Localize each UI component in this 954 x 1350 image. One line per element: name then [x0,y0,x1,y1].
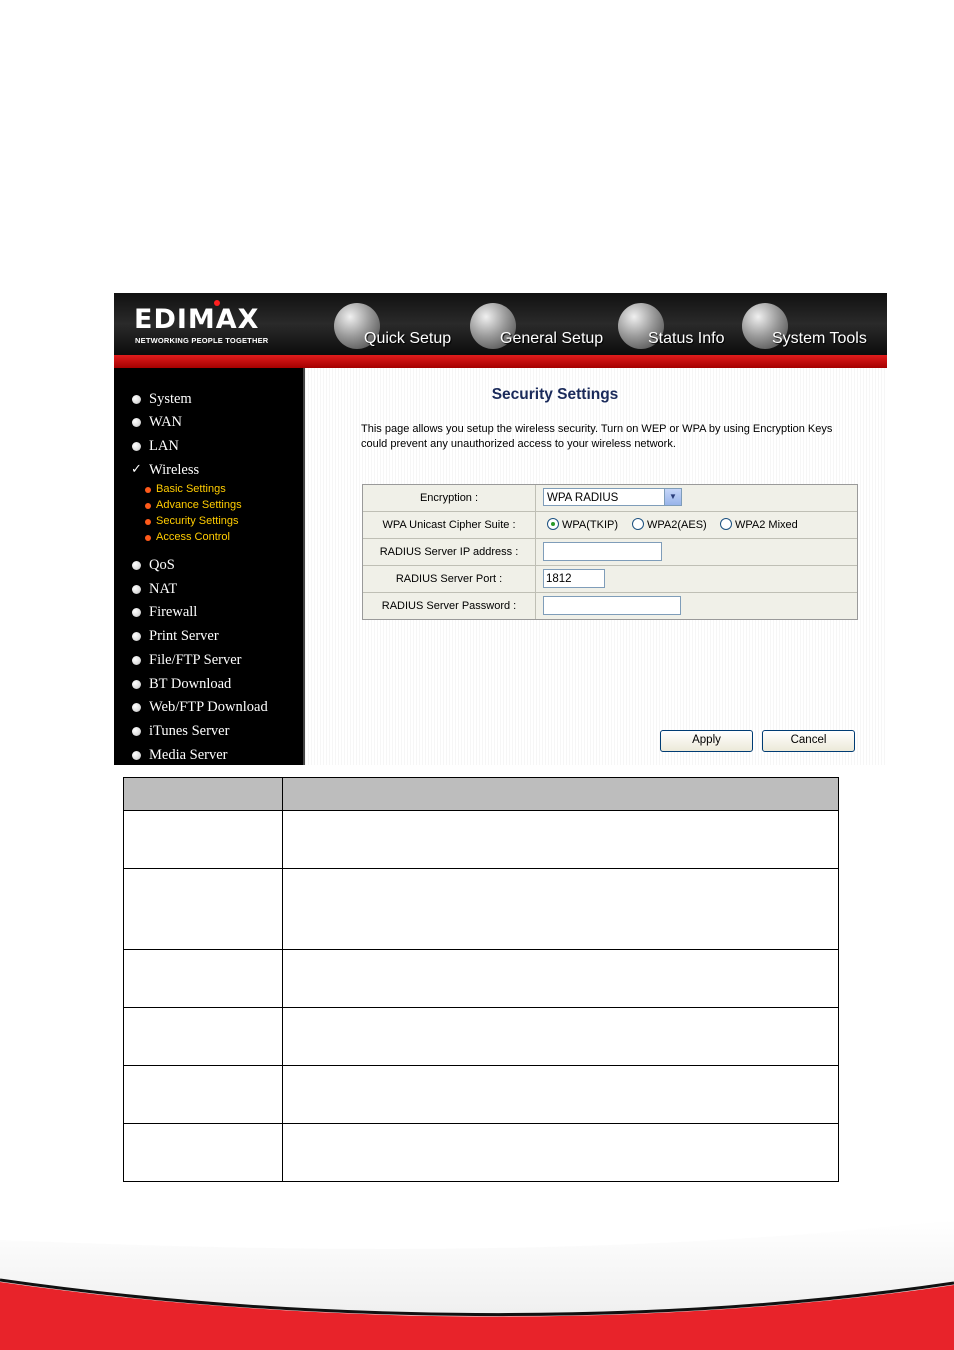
sidebar-item-label: WAN [149,414,183,430]
table-row [124,950,839,1008]
radius-port-input[interactable]: 1812 [543,569,605,588]
form-row-radius-ip [363,539,857,566]
sidebar-item-label: File/FTP Server [149,652,242,668]
subitem-label: Security Settings [156,515,239,527]
red-divider [114,355,887,368]
top-banner [114,293,887,355]
main-content [305,368,887,765]
sidebar-item-label: LAN [149,438,179,454]
cipher-radio-wpa2-aes[interactable] [632,518,707,532]
form-row-encryption [363,485,857,512]
form-row-radius-password [363,593,857,619]
bullet-icon [132,608,141,617]
logo-wordmark: EDIMAX [134,304,260,335]
nav-label: System Tools [772,330,867,347]
sidebar-item-label: Firewall [149,604,198,620]
bullet-icon [145,535,151,541]
router-screenshot [114,293,887,765]
page-description: This page allows you setup the wireless security. Turn on WEP or WPA by using Encryption Keys could prevent any unauthorized access to your wireless network. [361,423,833,450]
table-cell [283,811,839,869]
radio-icon[interactable] [632,518,644,530]
table-cell [124,1066,283,1124]
table-cell [124,1008,283,1066]
table-row [124,1066,839,1124]
radio-label: WPA2 Mixed [735,519,798,531]
nav-general-setup[interactable] [470,301,610,351]
table-cell [283,1124,839,1182]
sidebar-item-label: NAT [149,581,178,597]
radio-icon[interactable] [720,518,732,530]
sidebar-item-label: Web/FTP Download [149,699,268,715]
bullet-icon [132,680,141,689]
bullet-icon [145,503,151,509]
subitem-label: Advance Settings [156,499,242,511]
footer-swoosh [0,1190,954,1350]
bullet-icon [132,442,141,451]
radio-selected-icon[interactable] [547,518,559,530]
encryption-label: Encryption : [363,485,536,511]
bullet-icon [132,703,141,712]
table-cell [124,869,283,950]
bullet-icon [132,727,141,736]
radio-label: WPA(TKIP) [562,519,619,531]
radius-ip-input[interactable] [543,542,662,561]
bullet-icon [145,487,151,493]
sidebar-item-label: Media Server [149,747,228,763]
bullet-icon [132,632,141,641]
description-table [123,777,839,1182]
sidebar-item-label: Print Server [149,628,219,644]
table-cell [124,811,283,869]
radius-ip-label: RADIUS Server IP address : [363,539,536,565]
encryption-selected-value: WPA RADIUS [547,492,619,504]
cipher-radio-wpa2-mixed[interactable] [720,518,798,532]
radius-password-input[interactable] [543,596,681,615]
edimax-logo [134,305,294,347]
table-row [124,811,839,869]
sidebar-item-label: QoS [149,557,175,573]
nav-system-tools[interactable] [742,301,882,351]
table-cell [124,950,283,1008]
radius-port-label: RADIUS Server Port : [363,566,536,592]
nav-label: General Setup [500,330,604,347]
cancel-button[interactable]: Cancel [762,730,855,752]
table-cell [283,869,839,950]
table-row [124,869,839,950]
table-cell [124,1124,283,1182]
radio-label: WPA2(AES) [647,519,707,531]
page-title: Security Settings [491,386,619,403]
sidebar-item-label: Wireless [149,462,200,478]
bullet-icon [132,751,141,760]
bullet-icon [132,561,141,570]
bullet-icon [145,519,151,525]
apply-button[interactable]: Apply [660,730,753,752]
encryption-select[interactable] [543,488,682,506]
bullet-icon [132,585,141,594]
table-cell [283,1066,839,1124]
bullet-icon [132,418,141,427]
table-row [124,1124,839,1182]
radius-password-label: RADIUS Server Password : [363,593,536,619]
bullet-icon [132,395,141,404]
table-header-row [124,778,839,811]
table-cell [283,1008,839,1066]
form-row-radius-port [363,566,857,593]
nav-label: Status Info [648,330,725,347]
nav-label: Quick Setup [364,330,452,347]
subitem-label: Access Control [156,531,230,543]
cipher-radio-wpa-tkip[interactable] [547,518,618,532]
table-header-cell [124,778,283,811]
nav-quick-setup[interactable] [334,301,459,351]
nav-status-info[interactable] [618,301,733,351]
sidebar-item-label: BT Download [149,676,232,692]
security-form [362,484,858,620]
sidebar [114,368,305,765]
bullet-icon [132,656,141,665]
subitem-label: Basic Settings [156,483,226,495]
table-header-cell [283,778,839,811]
cipher-label: WPA Unicast Cipher Suite : [363,512,536,538]
sidebar-item-label: System [149,391,192,407]
sidebar-item-label: iTunes Server [149,723,230,739]
checkmark-icon: ✓ [131,461,142,476]
logo-tagline: NETWORKING PEOPLE TOGETHER [135,336,269,345]
table-row [124,1008,839,1066]
table-cell [283,950,839,1008]
chevron-down-icon[interactable]: ▼ [664,489,681,505]
form-row-cipher [363,512,857,539]
